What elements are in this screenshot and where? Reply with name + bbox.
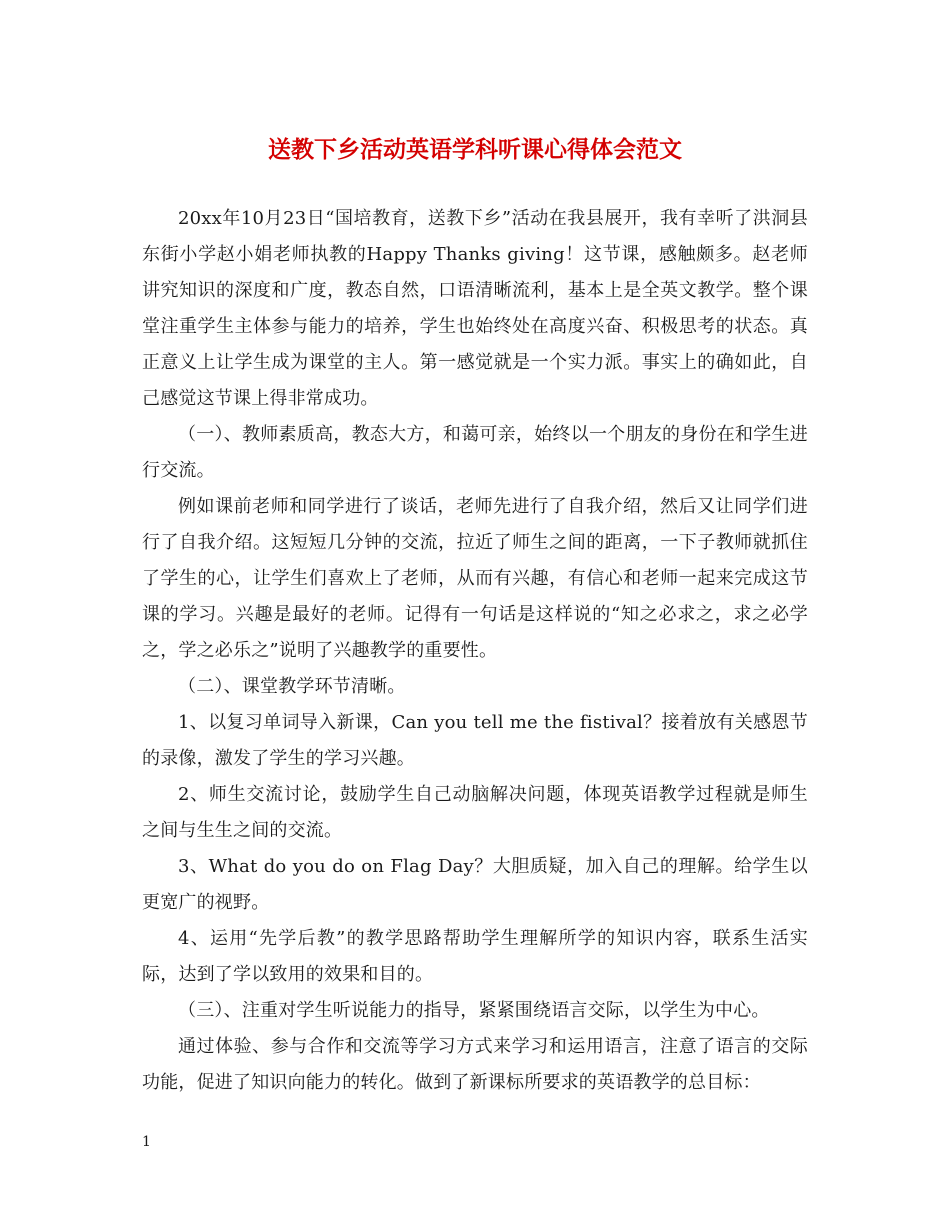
document-title: 送教下乡活动英语学科听课心得体会范文 — [268, 136, 682, 163]
paragraph-item-one: 1、以复习单词导入新课，Can you tell me the fistival？接着放有关感恩节的录像，激发了学生的学习兴趣。 — [142, 712, 808, 769]
paragraph-example: 例如课前老师和同学进行了谈话，老师先进行了自我介绍，然后又让同学们进行了自我介绍。这短短几分钟的交流，拉近了师生之间的距离，一下子教师就抓住了学生的心，让学生们喜欢上了老师，从而有兴趣，有信心和老师一起来完成这节课的学习。兴趣是最好的老师。记得有一句话是这样说的“知之必求之，求之必学之，学之必乐之”说明了兴趣教学的重要性。 — [142, 496, 808, 661]
paragraph-section-two-heading: （二）、课堂教学环节清晰。 — [178, 676, 406, 697]
paragraph-section-three-heading: （三）、注重对学生听说能力的指导，紧紧围绕语言交际，以学生为中心。 — [178, 1000, 770, 1021]
paragraph-intro: 20xx年10月23日“国培教育，送教下乡”活动在我县展开，我有幸听了洪洞县东街小学赵小娟老师执教的Happy Thanks giving！这节课，感触颇多。赵老师讲究知识的深度和广度，教态自然，口语清晰流利，基本上是全英文教学。整个课堂注重学生主体参与能力的培养，学生也始终处在高度兴奋、积极思考的状态。真正意义上让学生成为课堂的主人。第一感觉就是一个实力派。事实上的确如此，自己感觉这节课上得非常成功。 — [142, 208, 808, 409]
page-number: 1 — [142, 1134, 151, 1150]
paragraph-section-one-heading: （一）、教师素质高，教态大方，和蔼可亲，始终以一个朋友的身份在和学生进行交流。 — [142, 424, 808, 481]
paragraph-closing: 通过体验、参与合作和交流等学习方式来学习和运用语言，注意了语言的交际功能，促进了知识向能力的转化。做到了新课标所要求的英语教学的总目标： — [142, 1036, 808, 1093]
paragraph-item-four: 4、运用“先学后教”的教学思路帮助学生理解所学的知识内容，联系生活实际，达到了学以致用的效果和目的。 — [142, 928, 808, 985]
paragraph-item-three: 3、What do you do on Flag Day？大胆质疑，加入自己的理解。给学生以更宽广的视野。 — [142, 856, 808, 913]
document-body — [142, 201, 808, 1101]
paragraph-item-two: 2、师生交流讨论，鼓励学生自己动脑解决问题，体现英语教学过程就是师生之间与生生之间的交流。 — [142, 784, 808, 841]
